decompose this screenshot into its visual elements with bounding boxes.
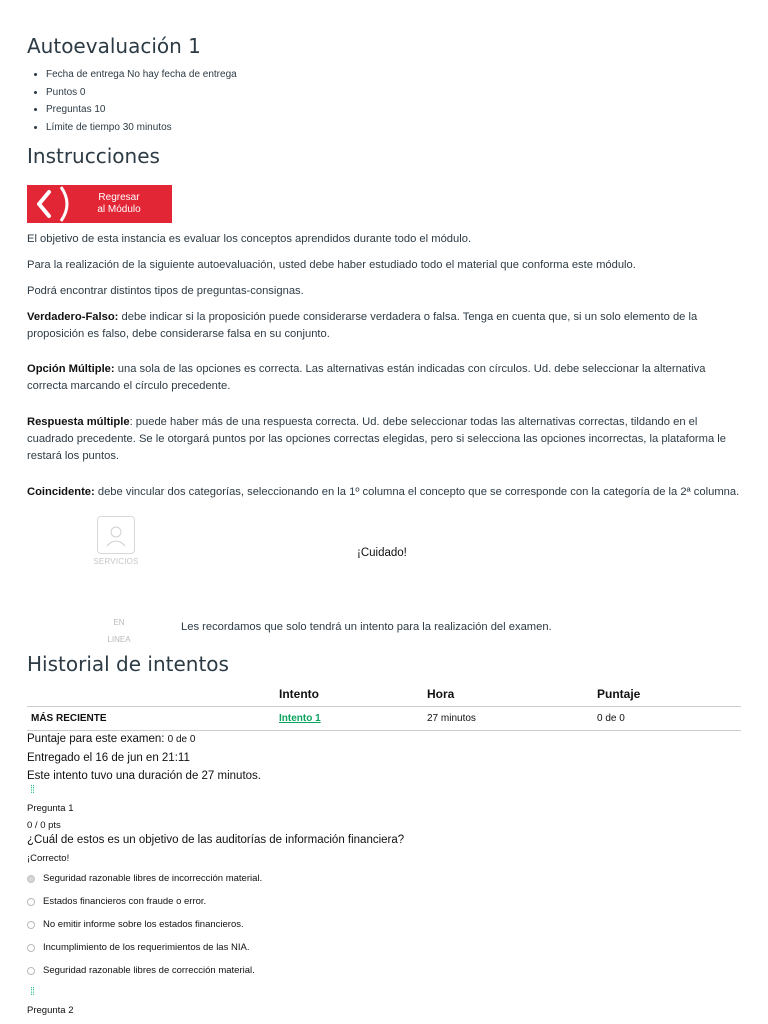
radio-button[interactable]: [27, 921, 35, 929]
column-header-time: Hora: [423, 683, 593, 707]
single-attempt-notice: Les recordamos que solo tendrá un intento para la realización del examen.: [181, 621, 552, 633]
radio-button[interactable]: [27, 875, 35, 883]
radio-button[interactable]: [27, 898, 35, 906]
answer-option[interactable]: Seguridad razonable libres de incorrección material.: [27, 873, 262, 884]
attempt-summary: [27, 730, 261, 785]
meta-due-date: • Fecha de entrega No hay fecha de entrega: [46, 66, 237, 84]
question-1-text: ¿Cuál de estos es un objetivo de las auditorías de información financiera?: [27, 834, 405, 846]
services-logo: SERVICIOS: [91, 516, 141, 566]
column-header-score: Puntaje: [593, 683, 741, 707]
radio-button[interactable]: [27, 967, 35, 975]
drag-handle-icon[interactable]: ⁞⁞: [30, 784, 35, 796]
attempt-link[interactable]: Intento 1: [279, 713, 321, 724]
radio-button[interactable]: [27, 944, 35, 952]
question-1-points: 0 / 0 pts: [27, 820, 61, 831]
warning-heading: ¡Cuidado!: [357, 547, 407, 559]
services-logo-caption: EN LINEA: [107, 618, 131, 644]
question-2-label: Pregunta 2: [27, 1005, 74, 1016]
recent-label: MÁS RECIENTE: [27, 707, 275, 731]
instructions-paragraph-prerequisite: Para la realización de la siguiente autoevaluación, usted debe haber estudiado todo el material que conforma este módulo.: [27, 259, 636, 271]
answer-option[interactable]: Estados financieros con fraude o error.: [27, 896, 206, 907]
drag-handle-icon[interactable]: ⁞⁞: [30, 986, 35, 998]
chevron-left-icon: [27, 185, 75, 223]
user-icon: [97, 516, 135, 554]
history-heading: Historial de intentos: [27, 652, 229, 676]
table-header-row: [27, 683, 741, 707]
exam-score: Puntaje para este examen: 0 de 0: [27, 733, 196, 745]
attempt-time: 27 minutos: [423, 707, 593, 731]
answer-option[interactable]: No emitir informe sobre los estados financieros.: [27, 919, 244, 930]
meta-time-limit: • Límite de tiempo 30 minutos: [46, 119, 237, 137]
back-to-module-button[interactable]: [27, 185, 172, 223]
instructions-paragraph-types: Podrá encontrar distintos tipos de preguntas-consignas.: [27, 285, 304, 297]
column-header-attempt: Intento: [275, 683, 423, 707]
instructions-paragraph-objective: El objetivo de esta instancia es evaluar los conceptos aprendidos durante todo el módulo.: [27, 233, 472, 245]
instructions-multiple-answer: Respuesta múltiple: puede haber más de una respuesta correcta. Ud. debe seleccionar todas las alternativas correctas, tildando en el cuadrado precedente. Se le otorgará puntos por las opciones correctas elegidas, pero si selecciona las opciones incorrectas, la plataforma le restará los puntos.: [27, 416, 727, 462]
answer-option[interactable]: Incumplimiento de los requerimientos de las NIA.: [27, 942, 249, 953]
attempt-duration: Este intento tuvo una duración de 27 minutos.: [27, 770, 261, 782]
instructions-multiple-choice: Opción Múltiple: una sola de las opciones es correcta. Las alternativas están indicadas con círculos. Ud. debe seleccionar la alternativa correcta marcando el círculo precedente.: [27, 363, 706, 392]
question-1-label: Pregunta 1: [27, 803, 74, 814]
meta-points: • Puntos 0: [46, 84, 237, 102]
page-title: Autoevaluación 1: [27, 34, 201, 58]
attempt-score: 0 de 0: [593, 707, 741, 731]
quiz-meta-list: [27, 66, 237, 137]
back-button-label: Regresar al Módulo: [97, 192, 141, 215]
instructions-heading: Instrucciones: [27, 144, 160, 168]
answer-option[interactable]: Seguridad razonable libres de corrección material.: [27, 965, 255, 976]
instructions-matching: Coincidente: debe vincular dos categorías, seleccionando en la 1º columna el concepto que se corresponde con la categoría de la 2ª columna.: [27, 486, 740, 498]
meta-questions: • Preguntas 10: [46, 101, 237, 119]
submitted-date: Entregado el 16 de jun en 21:11: [27, 752, 190, 764]
attempts-table: [27, 683, 741, 731]
question-1-feedback: ¡Correcto!: [27, 853, 70, 864]
instructions-true-false: Verdadero-Falso: debe indicar si la proposición puede considerarse verdadera o falsa. Tenga en cuenta que, si un solo elemento de la proposición es falso, debe considerarse falsa en su conjunto.: [27, 311, 698, 340]
column-header-blank: [27, 683, 275, 707]
table-row: [27, 707, 741, 731]
